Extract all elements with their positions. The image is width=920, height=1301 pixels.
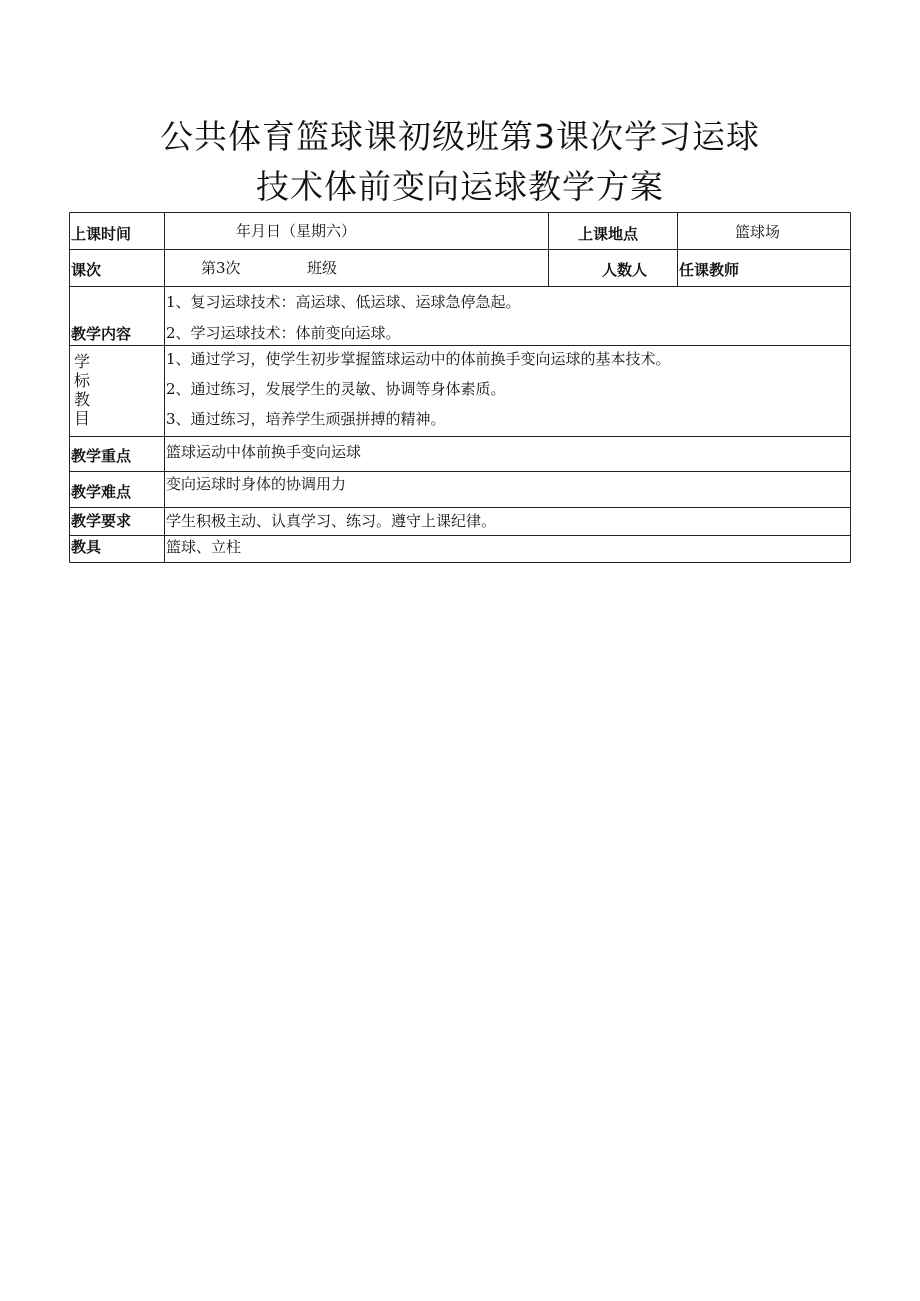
difficulty-label: 教学难点: [71, 483, 132, 501]
count-label: 人数人: [602, 261, 648, 279]
focus-label: 教学重点: [71, 447, 132, 465]
equipment-value: 篮球、立柱: [166, 538, 242, 556]
time-value: 年月日（星期六）: [236, 222, 357, 240]
goal-item: 1、通过学习，使学生初步掌握篮球运动中的体前换手变向运球的基本技术。: [166, 350, 671, 368]
class-label: 班级: [307, 259, 338, 277]
session-value: 第3次: [201, 259, 241, 277]
place-label: 上课地点: [578, 225, 639, 243]
difficulty-value: 变向运球时身体的协调用力: [166, 475, 347, 493]
focus-value: 篮球运动中体前换手变向运球: [166, 443, 362, 461]
goal-item: 2、通过练习，发展学生的灵敏、协调等身体素质。: [166, 380, 506, 398]
equipment-label: 教具: [71, 538, 102, 556]
time-label: 上课时间: [71, 225, 132, 243]
content-item: 1、复习运球技术：高运球、低运球、运球急停急起。: [166, 293, 521, 311]
requirement-value: 学生积极主动、认真学习、练习。遵守上课纪律。: [166, 512, 497, 530]
goal-label-char: 学: [74, 352, 91, 371]
content-label: 教学内容: [71, 325, 132, 343]
teacher-label: 任课教师: [679, 261, 740, 279]
goal-label-char: 教: [74, 390, 91, 409]
requirement-label: 教学要求: [71, 512, 132, 530]
goal-item: 3、通过练习，培养学生顽强拼搏的精神。: [166, 410, 446, 428]
document-title-line-1: 公共体育篮球课初级班第3课次学习运球: [160, 117, 760, 156]
place-value: 篮球场: [735, 223, 781, 241]
document-title-line-2: 技术体前变向运球教学方案: [256, 167, 664, 206]
goal-label-char: 目: [74, 409, 91, 428]
session-label: 课次: [71, 261, 102, 279]
content-item: 2、学习运球技术：体前变向运球。: [166, 324, 401, 342]
goal-label-char: 标: [74, 371, 91, 390]
